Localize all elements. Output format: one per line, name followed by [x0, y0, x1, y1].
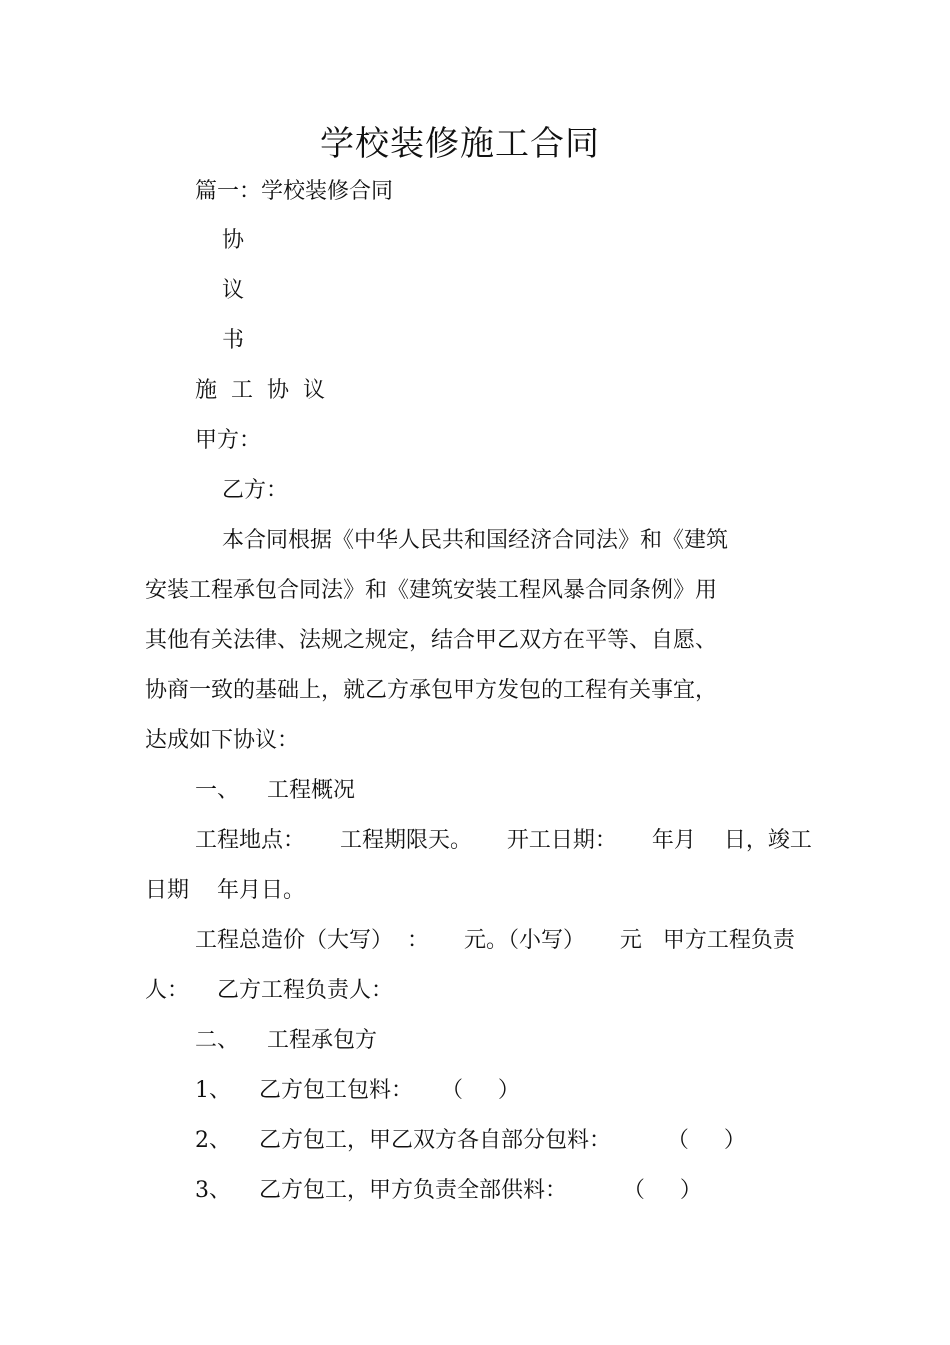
section-1-line: 人： 乙方工程负责人：: [145, 978, 393, 1003]
vertical-title-char: 议: [222, 278, 245, 303]
section-1-heading: 一、 工程概况: [195, 778, 355, 803]
intro-line: 其他有关法律、法规之规定，结合甲乙双方在平等、自愿、: [145, 628, 718, 653]
section-1-line: 工程总造价（大写） ： 元。（小写） 元 甲方工程负责: [195, 928, 795, 953]
party-b-label: 乙方：: [222, 478, 289, 503]
section-2-item: 1、 乙方包工包料： （ ）: [195, 1078, 520, 1103]
sub-heading: 施 工 协 议: [195, 378, 325, 403]
intro-line: 协商一致的基础上，就乙方承包甲方发包的工程有关事宜，: [145, 678, 718, 703]
vertical-title-char: 书: [222, 328, 245, 353]
document-title: 学校装修施工合同: [320, 124, 600, 164]
section-heading: 篇一：学校装修合同: [195, 179, 394, 204]
intro-line: 本合同根据《中华人民共和国经济合同法》和《建筑: [222, 528, 729, 553]
vertical-title-char: 协: [222, 228, 245, 253]
section-2-item: 2、 乙方包工，甲乙双方各自部分包料： （ ）: [195, 1128, 746, 1153]
party-a-label: 甲方：: [195, 428, 262, 453]
section-2-item: 3、 乙方包工，甲方负责全部供料： （ ）: [195, 1178, 702, 1203]
section-1-line: 工程地点： 工程期限天。 开工日期： 年月 日，竣工: [195, 828, 812, 853]
section-1-line: 日期 年月日。: [145, 878, 305, 903]
intro-line: 安装工程承包合同法》和《建筑安装工程风暴合同条例》用: [145, 578, 718, 603]
intro-line: 达成如下协议：: [145, 728, 300, 753]
section-2-heading: 二、 工程承包方: [195, 1028, 377, 1053]
